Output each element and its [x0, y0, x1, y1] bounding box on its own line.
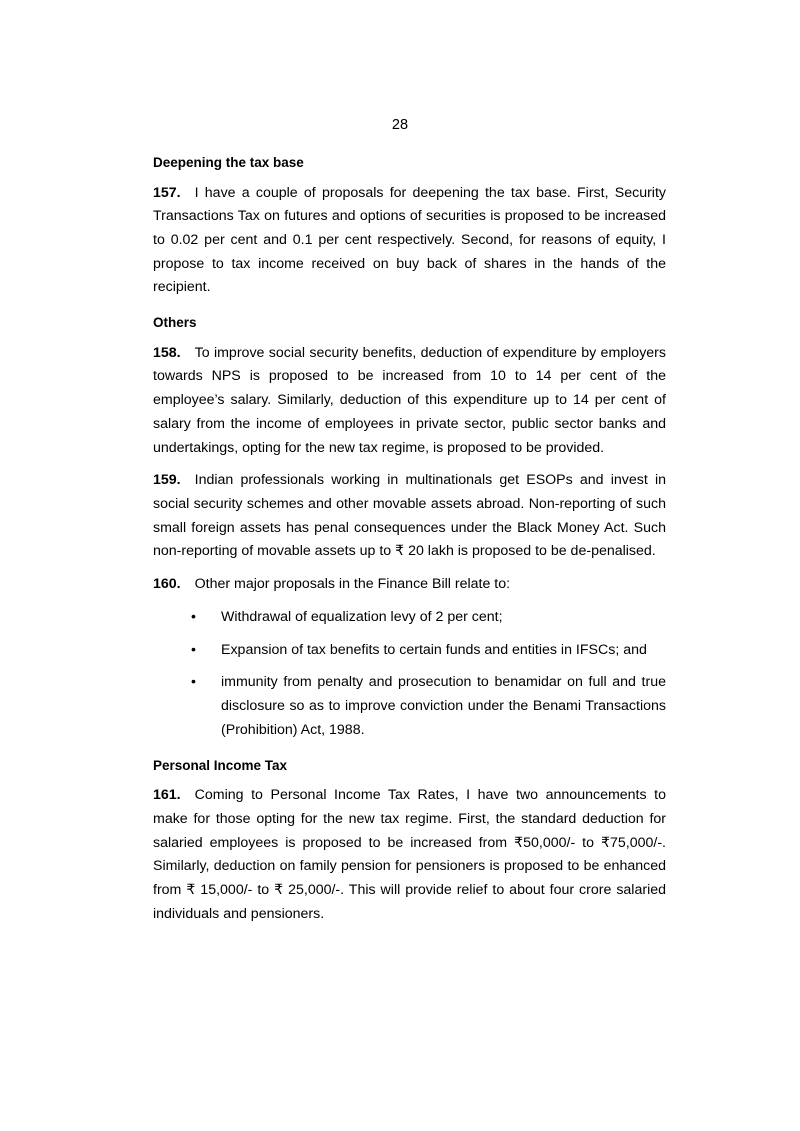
paragraph-160-text: Other major proposals in the Finance Bill relate to:	[194, 576, 511, 593]
paragraph-158-text: To improve social security benefits, deduction of expenditure by employers towards NPS is proposed to be increased from 10 to 14 per cent of the employee’s salary. Similarly, deduction of this expenditure up to 14 per cent of salary from the income of employees in private sector, public sector banks and undertakings, opting for the new tax regime, is proposed to be provided.	[153, 344, 666, 456]
paragraph-157	[153, 182, 666, 301]
paragraph-159-text: Indian professionals working in multinationals get ESOPs and invest in social security schemes and other movable assets abroad. Non-reporting of such small foreign assets has penal consequences under the Black Money Act. Such non-reporting of movable assets up to ₹ 20 lakh is proposed to be de-penalised.	[153, 472, 666, 560]
list-item	[153, 606, 666, 630]
section-heading-deepening-the-tax-base: Deepening the tax base	[153, 155, 304, 170]
paragraph-159	[153, 469, 666, 564]
bullet-icon: •	[191, 641, 196, 658]
paragraph-160-number: 160.	[153, 576, 181, 593]
list-item-text: Withdrawal of equalization levy of 2 per cent;	[221, 608, 503, 625]
paragraph-157-text: I have a couple of proposals for deepening the tax base. First, Security Transactions Tax on futures and options of securities is proposed to be increased to 0.02 per cent and 0.1 per cent respectively. Second, for reasons of equity, I propose to tax income received on buy back of shares in the hands of the recipient.	[153, 184, 666, 296]
paragraph-161-text: Coming to Personal Income Tax Rates, I have two announcements to make for those opting for the new tax regime. First, the standard deduction for salaried employees is proposed to be increased from ₹50,000/- to ₹75,000/-. Similarly, deduction on family pension for pensioners is proposed to be enhanced from ₹ 15,000/- to ₹ 25,000/-. This will provide relief to about four crore salaried individuals and pensioners.	[153, 787, 666, 922]
section-heading-personal-income-tax: Personal Income Tax	[153, 757, 288, 773]
bullet-icon: •	[191, 674, 196, 691]
paragraph-161-number: 161.	[153, 787, 181, 804]
page-number: 28	[391, 117, 409, 133]
list-item-text: immunity from penalty and prosecution to benamidar on full and true disclosure so as to improve conviction under the Benami Transactions (Prohibition) Act, 1988.	[221, 674, 666, 738]
list-item	[153, 639, 666, 663]
bullet-list	[153, 606, 666, 743]
page-content	[153, 153, 666, 935]
paragraph-157-number: 157.	[153, 184, 181, 201]
paragraph-158-number: 158.	[153, 344, 181, 361]
paragraph-159-number: 159.	[153, 472, 181, 489]
paragraph-160	[153, 573, 666, 597]
list-item	[153, 671, 666, 742]
paragraph-161	[153, 784, 666, 926]
bullet-icon: •	[191, 608, 196, 625]
section-heading-others: Others	[153, 315, 197, 331]
paragraph-158	[153, 342, 666, 461]
list-item-text: Expansion of tax benefits to certain funds and entities in IFSCs; and	[221, 641, 647, 658]
